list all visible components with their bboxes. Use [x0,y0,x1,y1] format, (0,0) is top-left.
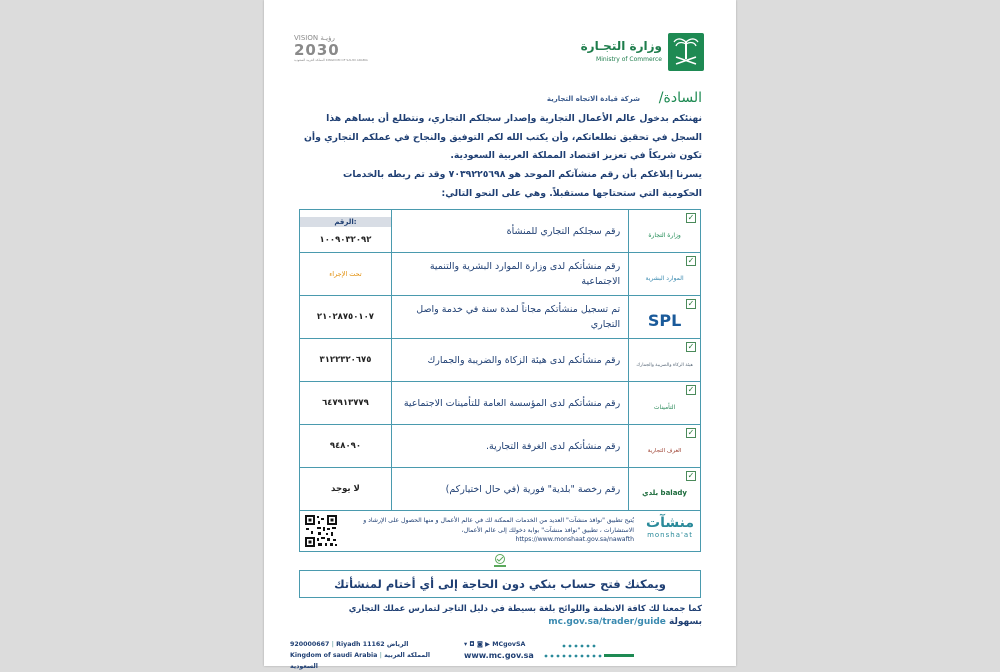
qr-code[interactable] [304,514,338,548]
guide-line: كما جمعنا لك كافة الانظمة واللوائح بلغة بسيطة في دليل التاجر لتمارس عملك التجاري [348,603,702,613]
guide-url[interactable]: mc.gov.sa/trader/guide [548,617,666,627]
registration-description: تم تسجيل منشأتكم مجاناً لمدة سنة في خدمة واصل التجاري [391,296,628,339]
hrsd-logo [629,253,701,296]
ministry-of-commerce-logo [580,33,704,75]
table-row [300,339,701,382]
bank-account-banner: ويمكنك فتح حساب بنكي دون الحاجة إلى أي أختام لمنشأتك [299,570,701,598]
agency-logo-text: التأمينات [653,403,676,411]
table-row [300,382,701,425]
unified-prefix: يسرنا إبلاغكم بأن رقم منشآتكم الموحد هو [508,169,702,180]
registration-value-cell [300,425,392,468]
guide-prefix: بسهولة [669,617,702,627]
decorative-dots [540,642,640,660]
registration-value: لا يوجد [331,484,360,494]
footer-city-ar: الرياض [386,641,409,648]
balady-logo [629,468,701,511]
zatca-logo [629,339,701,382]
registration-description: رقم منشأتكم لدى هيئة الزكاة والضريبة والجمارك [391,339,628,382]
guide-link-line [302,617,702,627]
agency-logo-text: الموارد البشرية [645,274,684,282]
checkbox-icon: ✓ [687,256,695,265]
monshaat-box [299,510,701,552]
footer-contact [464,639,534,661]
footer-website[interactable]: www.mc.gov.sa [464,651,534,660]
agency-logo-text: هيئة الزكاة والضريبة والجمارك [636,362,693,368]
social-icons: ▾ ◘ ◙ ▶ [464,641,490,648]
registration-value-cell [300,339,392,382]
registration-description: رقم سجلكم التجاري للمنشأة [391,210,628,253]
gosi-logo [629,382,701,425]
checkbox-icon: ✓ [687,428,695,437]
checkbox-icon: ✓ [687,299,695,308]
unified-number: ٧٠٣٩٢٢٥٦٩٨ [448,169,506,180]
registration-description: رقم رخصة "بلدية" فورية (في حال اختياركم) [391,468,628,511]
registration-description: رقم منشأتكم لدى وزارة الموارد البشرية والتنمية الاجتماعية [391,253,628,296]
registration-value: ٣١٢٢٣٢٠٦٧٥ [319,355,372,365]
registration-value: ١٠٠٩٠٣٢٠٩٢ [319,235,372,245]
registration-value-cell [300,296,392,339]
table-row [300,468,701,511]
spl-logo [629,296,701,339]
table-row [300,210,701,253]
checkbox-icon: ✓ [687,213,695,222]
monshaat-text [344,516,634,545]
footer-address: 920000667 | Riyadh 11162 الرياض Kingdom of saudi Arabia | المملكة العربية السعودية [290,641,431,670]
value-header: الرقم: [300,217,391,227]
intro-paragraph: نهنئكم بدخول عالم الأعمال التجارية وإصدار سجلكم التجاري، ونتطلع أن يساهم هذا السجل في تحقيق تطلعاتكم، وأن يكتب الله لكم التوفيق والنجاح في عملكم التجاري وأن تكون شريكاً في تعزيز اقتصاد المملكة العربية السعودية. [303,113,702,162]
footer-country-en: Kingdom of saudi Arabia [290,652,378,659]
agency-logo-text: SPL [647,310,682,330]
table-row [300,296,701,339]
checkbox-icon: ✓ [687,385,695,394]
vision-year: 2030 [294,41,340,59]
monshaat-logo [646,515,694,539]
registration-value: ٦٤٧٩١٣٧٧٩ [322,398,369,408]
checkbox-icon: ✓ [687,471,695,480]
unified-number-paragraph [302,166,702,203]
registration-value: ٩٤٨٠٩٠ [329,441,362,451]
monshaat-logo-en: monsha'at [647,531,693,539]
footer-phone: 920000667 [290,641,330,648]
monshaat-description: يُتيح تطبيق "نوافذ منشآت" العديد من الخدمات الممكنة لك في عالم الأعمال و منها الحصول على الإرشاد و الاستشارات ، تطبيق "نوافذ منشآت" بوابة دخولك إلى عالم الأعمال، [363,517,634,534]
registration-value-cell [300,253,392,296]
registration-description: رقم منشأتكم لدى الغرفة التجارية. [391,425,628,468]
letter-page [264,0,736,670]
ministry-name-en: Ministry of Commerce [596,56,662,63]
company-name: شركة قيادة الاتجاه التجارية [546,95,640,103]
agency-logo-text: وزارة التجارة [648,231,681,239]
vision-2030-logo [294,34,368,74]
table-row [300,253,701,296]
monshaat-url[interactable]: https://www.monshaat.gov.sa/nawafth [515,536,634,543]
vision-word: VISION [294,34,319,42]
registration-value-cell [300,468,392,511]
unified-suffix: وقد تم ربطه بالخدمات الحكومية التي ستحتاجها مستقبلاً. وهي على النحو التالي: [343,169,702,199]
agency-logo-text: بلدي balady [642,488,687,497]
registrations-table [299,209,701,511]
registration-description: رقم منشأتكم لدى المؤسسة العامة للتأمينات الاجتماعية [391,382,628,425]
vision-word-ar: رؤيـة [320,34,335,42]
ministry-of-commerce-logo [629,210,701,253]
salutation: السادة/ [658,90,702,106]
ministry-name-ar: وزارة التجـارة [580,39,662,53]
registration-value: تحت الإجراء [329,270,362,278]
bank-icon [492,554,508,568]
footer-social[interactable]: MCgovSA [492,641,526,648]
registration-value: ٢١٠٢٨٧٥٠١٠٧ [316,312,374,322]
footer-country-ar: المملكة العربية السعودية [290,652,431,670]
registration-value-cell [300,382,392,425]
registration-value-cell [300,210,392,253]
footer-city-en: Riyadh 11162 [336,641,385,648]
table-row [300,425,701,468]
checkbox-icon: ✓ [687,342,695,351]
chamber-logo [629,425,701,468]
vision-sub: المملكة العربية السعودية KINGDOM OF SAUDI ARABIA [294,58,368,62]
palm-swords-icon [668,33,704,71]
agency-logo-text: الغرف التجارية [647,447,682,454]
monshaat-logo-ar: منشآت [646,515,694,531]
